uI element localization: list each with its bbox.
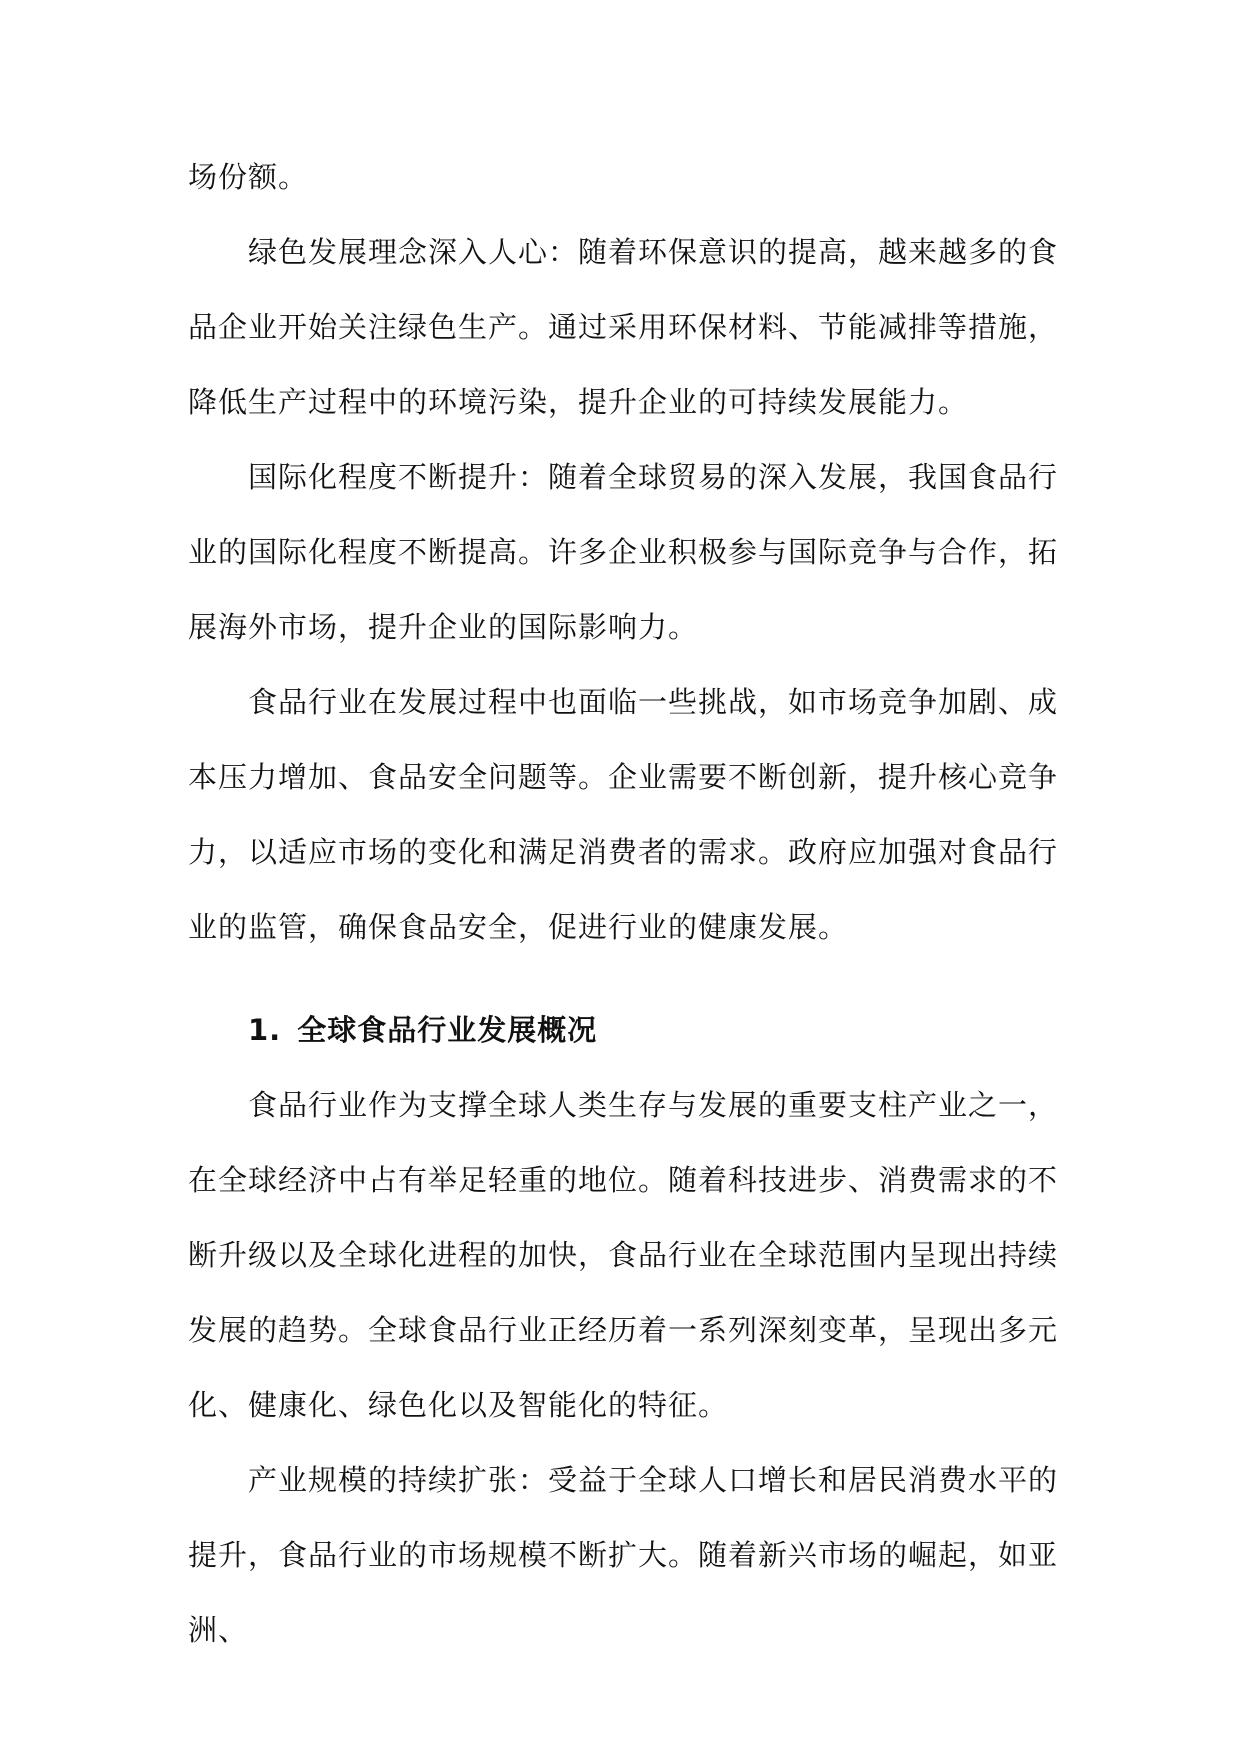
section-heading (188, 993, 1058, 1068)
paragraph-green-development: 绿色发展理念深入人心：随着环保意识的提高，越来越多的食品企业开始关注绿色生产。通过采用环保材料、节能减排等措施，降低生产过程中的环境污染，提升企业的可持续发展能力。 (188, 235, 1059, 419)
paragraph-global-overview: 食品行业作为支撑全球人类生存与发展的重要支柱产业之一，在全球经济中占有举足轻重的地位。随着科技进步、消费需求的不断升级以及全球化进程的加快，食品行业在全球范围内呈现出持续发展的趋势。全球食品行业正经历着一系列深刻变革，呈现出多元化、健康化、绿色化以及智能化的特征。 (188, 1088, 1059, 1422)
paragraph-continuation: 场份额。 (188, 160, 309, 194)
document-body (188, 140, 1058, 1668)
section-heading-title: 全球食品行业发展概况 (297, 1013, 598, 1047)
paragraph-industry-scale: 产业规模的持续扩张：受益于全球人口增长和居民消费水平的提升，食品行业的市场规模不断扩大。随着新兴市场的崛起，如亚洲、 (188, 1463, 1059, 1647)
paragraph-challenges: 食品行业在发展过程中也面临一些挑战，如市场竞争加剧、成本压力增加、食品安全问题等。企业需要不断创新，提升核心竞争力，以适应市场的变化和满足消费者的需求。政府应加强对食品行业的监管，确保食品安全，促进行业的健康发展。 (188, 685, 1059, 944)
paragraph-internationalization: 国际化程度不断提升：随着全球贸易的深入发展，我国食品行业的国际化程度不断提高。许多企业积极参与国际竞争与合作，拓展海外市场，提升企业的国际影响力。 (188, 460, 1059, 644)
section-heading-number: 1. (248, 1013, 282, 1047)
